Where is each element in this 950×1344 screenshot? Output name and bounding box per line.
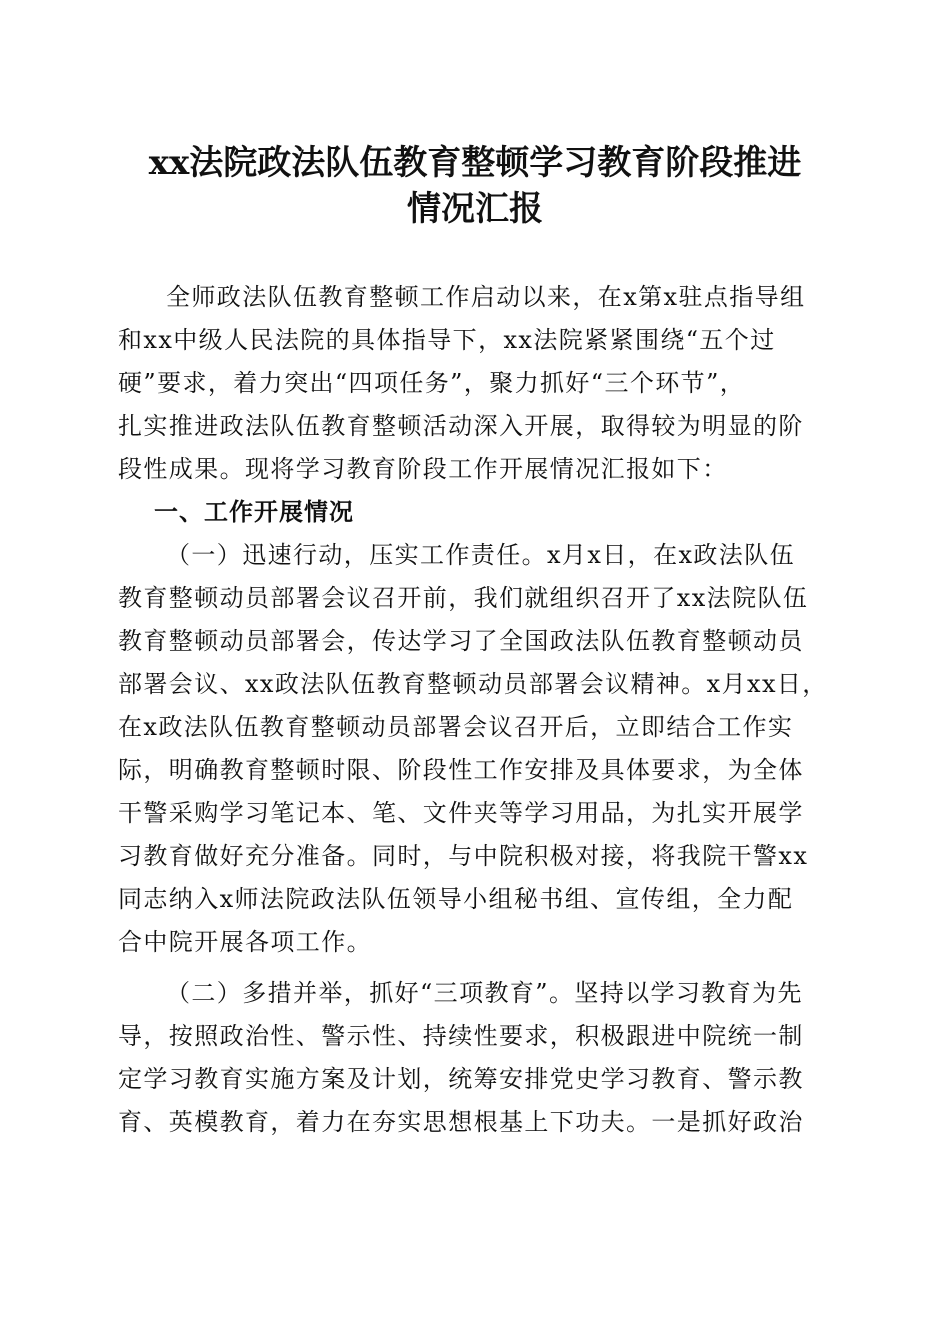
paragraph-2-line: 同志纳入x师法院政法队伍领导小组秘书组、宣传组，全力配	[118, 885, 794, 913]
paragraph-2-line: 干警采购学习笔记本、笔、文件夹等学习用品，为扎实开展学	[118, 799, 804, 827]
title-line-2: 情况汇报	[407, 189, 543, 229]
paragraph-1-line: 全师政法队伍教育整顿工作启动以来，在x第x驻点指导组	[166, 283, 806, 311]
paragraph-2-line: 教育整顿动员部署会议召开前，我们就组织召开了xx法院队伍	[118, 584, 809, 612]
paragraph-1-line: 段性成果。现将学习教育阶段工作开展情况汇报如下：	[118, 455, 728, 483]
paragraph-3-line: （二）多措并举，抓好“三项教育”。坚持以学习教育为先	[166, 979, 803, 1007]
paragraph-3-line: 育、英模教育，着力在夯实思想根基上下功夫。一是抓好政治	[118, 1108, 804, 1136]
paragraph-3-line: 定学习教育实施方案及计划，统筹安排党史学习教育、警示教	[118, 1065, 804, 1093]
document-title	[100, 140, 850, 232]
paragraph-2-line: 在x政法队伍教育整顿动员部署会议召开后，立即结合工作实	[118, 713, 794, 741]
title-line-1: xx法院政法队伍教育整顿学习教育阶段推进	[148, 143, 802, 183]
paragraph-1-line: 扎实推进政法队伍教育整顿活动深入开展，取得较为明显的阶	[118, 412, 804, 440]
paragraph-2-line: （一）迅速行动，压实工作责任。x月x日，在x政法队伍	[166, 541, 796, 569]
paragraph-3-line: 导，按照政治性、警示性、持续性要求，积极跟进中院统一制	[118, 1022, 804, 1050]
paragraph-2-line: 习教育做好充分准备。同时，与中院积极对接，将我院干警xx	[118, 842, 809, 870]
paragraph-1-line: 和xx中级人民法院的具体指导下，xx法院紧紧围绕“五个过	[118, 326, 776, 354]
section-heading: 一、工作开展情况	[154, 498, 354, 526]
paragraph-1-line: 硬”要求，着力突出“四项任务”，聚力抓好“三个环节”，	[118, 369, 746, 397]
paragraph-2-line: 教育整顿动员部署会，传达学习了全国政法队伍教育整顿动员	[118, 627, 804, 655]
document-body	[118, 276, 830, 1144]
paragraph-gap	[118, 964, 830, 972]
paragraph-2-line: 部署会议、xx政法队伍教育整顿动员部署会议精神。x月xx日，	[118, 670, 828, 698]
paragraph-2-line: 际，明确教育整顿时限、阶段性工作安排及具体要求，为全体	[118, 756, 804, 784]
paragraph-2-line: 合中院开展各项工作。	[118, 928, 372, 956]
